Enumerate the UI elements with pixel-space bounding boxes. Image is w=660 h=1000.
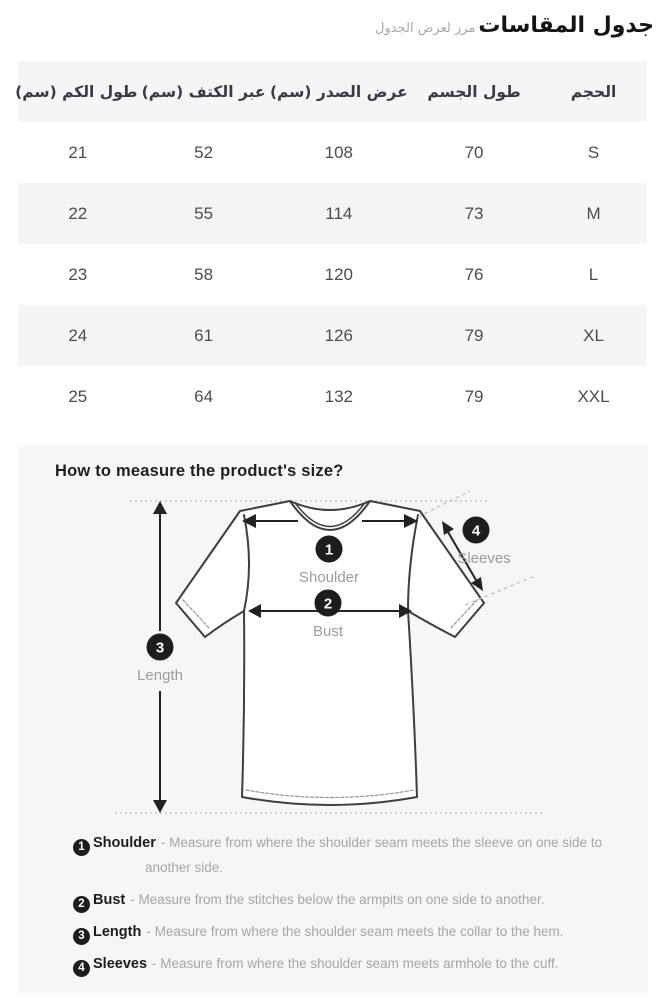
legend-number-badge: 3 [73, 928, 90, 945]
legend-description: - Measure from where the shoulder seam meets armhole to the cuff. [152, 956, 559, 972]
length-marker-number: 3 [155, 639, 165, 657]
table-cell: 61 [138, 305, 270, 366]
table-row [18, 366, 647, 427]
size-table [15, 61, 647, 427]
bust-diagram-label: Bust [312, 623, 344, 641]
legend-description: - Measure from the stitches below the armpits on one side to another. [130, 892, 545, 908]
shoulder-marker-number: 1 [324, 541, 334, 559]
length-diagram-label: Length [137, 667, 183, 685]
shoulder-diagram-label: Shoulder [298, 569, 360, 587]
table-row [18, 305, 647, 366]
table-cell: 79 [408, 305, 540, 366]
table-cell: 58 [194, 264, 214, 284]
column-header-body-length: طول الجسم [408, 61, 540, 122]
legend-description: - Measure from where the shoulder seam meets the collar to the hem. [146, 924, 564, 940]
legend-item-sleeves [73, 952, 622, 977]
sleeve-guide-dash-top [418, 491, 470, 517]
legend-item-length [73, 920, 622, 945]
bust-marker-number: 2 [323, 595, 333, 613]
measure-guide-title: How to measure the product's size? [55, 462, 344, 481]
table-cell: 64 [194, 386, 214, 406]
column-header-sleeve-length: طول الكم (سم) [18, 61, 138, 122]
table-cell: 79 [464, 386, 484, 406]
table-cell: 55 [138, 183, 270, 244]
table-cell: 108 [324, 142, 353, 162]
page-title: جدول المقاسات [478, 13, 654, 38]
table-cell: S [587, 142, 600, 162]
table-cell: 23 [68, 264, 88, 284]
column-header-size: الحجم [540, 61, 647, 122]
legend-label: Shoulder [93, 835, 156, 852]
legend-description: - Measure from where the shoulder seam meets the sleeve on one side to another side. [145, 835, 603, 876]
table-cell: 24 [18, 305, 138, 366]
column-header-chest-width: عرض الصدر (سم) [270, 61, 408, 122]
legend-label: Sleeves [93, 956, 148, 973]
table-row [18, 183, 647, 244]
sleeves-marker [457, 517, 510, 568]
measure-guide-panel [18, 445, 648, 993]
table-cell: XXL [577, 386, 610, 406]
length-marker [137, 634, 183, 685]
table-cell: 70 [464, 142, 484, 162]
table-cell: 73 [408, 183, 540, 244]
legend-label: Length [93, 924, 142, 941]
legend-label: Bust [93, 892, 126, 909]
measure-legend [18, 823, 648, 977]
table-cell: L [588, 264, 599, 284]
table-cell: 22 [18, 183, 138, 244]
table-cell: 76 [464, 264, 484, 284]
table-cell: 21 [68, 142, 88, 162]
table-row [18, 122, 647, 183]
sleeves-diagram-label: Sleeves [457, 550, 511, 568]
table-cell: XL [540, 305, 647, 366]
header-row [18, 61, 647, 122]
legend-number-badge: 2 [73, 896, 90, 913]
sleeves-marker-number: 4 [471, 522, 481, 540]
table-cell: 25 [68, 386, 88, 406]
tshirt-measure-diagram [18, 485, 648, 823]
legend-item-bust [73, 888, 622, 913]
size-chart-header [0, 0, 660, 39]
table-row [18, 244, 647, 305]
table-cell: 126 [270, 305, 408, 366]
table-cell: 52 [194, 142, 214, 162]
table-cell: 132 [324, 386, 353, 406]
table-cell: M [540, 183, 647, 244]
size-table-scroll-area[interactable] [15, 61, 647, 427]
column-header-across-shoulder: عبر الكتف (سم) [138, 61, 270, 122]
scroll-hint: مرر لعرض الجدول [375, 21, 476, 36]
table-cell: 120 [324, 264, 353, 284]
table-cell: 114 [270, 183, 408, 244]
legend-item-shoulder [73, 831, 622, 881]
legend-number-badge: 4 [73, 960, 90, 977]
legend-number-badge: 1 [73, 839, 90, 856]
